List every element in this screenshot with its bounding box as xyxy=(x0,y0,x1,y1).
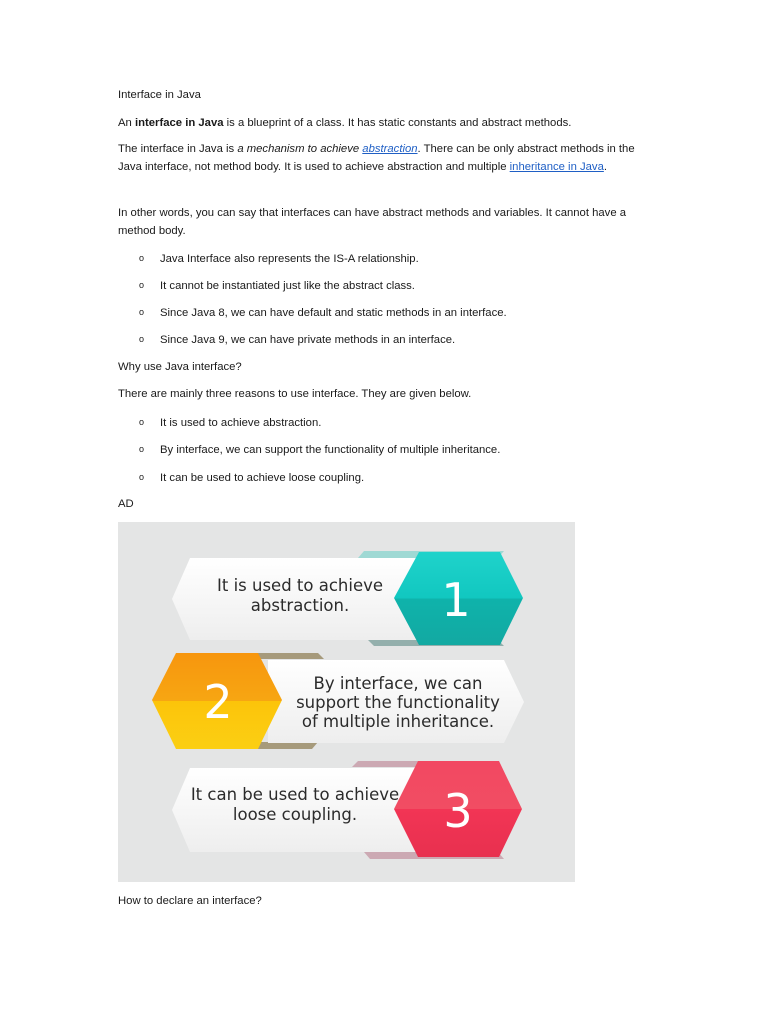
intro-paragraph xyxy=(118,115,658,133)
list-item: o It can be used to achieve loose coupling. xyxy=(139,472,365,484)
definition-text-a: The interface in Java is xyxy=(118,143,235,155)
intro-bold-term: interface in Java xyxy=(134,117,224,129)
reason-3-line1: It can be used to achieve xyxy=(190,785,400,804)
definition-italic: a mechanism to achieve xyxy=(237,143,360,155)
list-item: o Java Interface also represents the IS-A relationship. xyxy=(139,253,419,265)
other-words-paragraph: In other words, you can say that interfaces can have abstract methods and variables. It cannot have a method body. xyxy=(118,207,627,237)
reason-3-number: 3 xyxy=(443,784,473,838)
intro-text-rest: is a blueprint of a class. It has static constants and abstract methods. xyxy=(226,117,572,129)
why-intro: There are mainly three reasons to use interface. They are given below. xyxy=(118,388,472,400)
reason-1-line1: It is used to achieve xyxy=(216,576,384,595)
reason-2-stripe xyxy=(254,653,324,659)
reason-2-group xyxy=(152,653,524,749)
bullet-marker: o xyxy=(139,280,145,290)
bullet-marker: o xyxy=(139,472,145,482)
reason-2-line2: support the functionality xyxy=(296,693,500,712)
inheritance-link[interactable]: inheritance in Java xyxy=(509,160,604,173)
reason-3-group xyxy=(172,761,522,859)
page-heading: Interface in Java xyxy=(118,89,201,101)
reason-1-group xyxy=(172,551,523,646)
bullet-marker: o xyxy=(139,444,145,454)
declare-heading: How to declare an interface? xyxy=(118,895,262,907)
definition-paragraph xyxy=(118,141,658,176)
reason-2-line3: of multiple inheritance. xyxy=(301,712,495,731)
list-item: o By interface, we can support the functionality of multiple inheritance. xyxy=(139,444,501,456)
bullet-marker: o xyxy=(139,417,145,427)
abstraction-link[interactable]: abstraction xyxy=(362,143,418,155)
why-heading: Why use Java interface? xyxy=(118,361,242,373)
bullet-marker: o xyxy=(139,307,145,317)
reason-3-line2: loose coupling. xyxy=(232,805,358,824)
list-item: o It cannot be instantiated just like the abstract class. xyxy=(139,280,415,292)
reason-2-stripe-shadow xyxy=(252,742,318,749)
bullet-marker: o xyxy=(139,334,145,344)
definition-text-b: . There can be only abstract methods in the Java interface, not method body. It is used to achieve abstraction and multiple xyxy=(118,143,635,173)
reason-1-number: 1 xyxy=(441,573,471,627)
list-item: o Since Java 9, we can have private methods in an interface. xyxy=(139,334,456,346)
reason-2-line1: By interface, we can xyxy=(313,674,483,693)
list-item: o Since Java 8, we can have default and static methods in an interface. xyxy=(139,307,507,319)
intro-text-start: An xyxy=(118,117,132,129)
ad-label: AD xyxy=(118,498,134,510)
reasons-infographic xyxy=(118,522,575,882)
reason-1-line2: abstraction. xyxy=(250,596,350,615)
list-item: o It is used to achieve abstraction. xyxy=(139,417,322,429)
bullet-marker: o xyxy=(139,253,145,263)
reason-2-number: 2 xyxy=(203,675,233,729)
definition-text-c: . xyxy=(603,160,607,173)
